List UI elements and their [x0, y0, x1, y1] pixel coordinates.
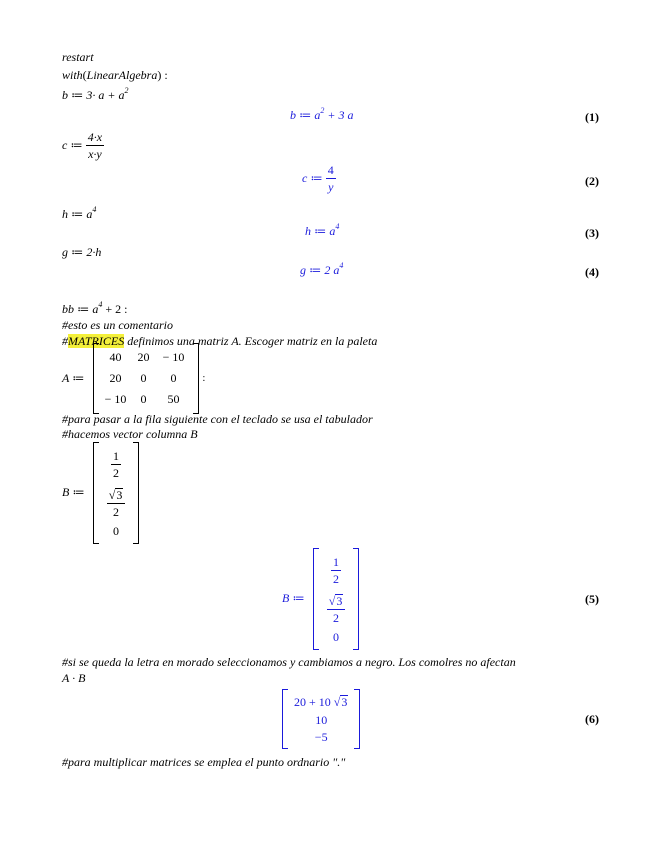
AB-output-matrix: [282, 689, 360, 749]
c-input-lhs: c: [62, 138, 68, 152]
restart-command[interactable]: restart: [62, 50, 94, 64]
h-input[interactable]: h ≔ $a^4$: [62, 205, 97, 221]
c-output-fraction: [326, 163, 336, 194]
vector-B-output-lhs: B ≔: [282, 591, 305, 605]
matrix-A-grid: [99, 343, 193, 414]
equation-label-3: (3): [585, 226, 599, 240]
h-input-lhs: h: [62, 207, 68, 221]
equation-label-4: (4): [585, 265, 599, 279]
matrix-A-input[interactable]: [62, 350, 205, 406]
matrix-A-lhs: A ≔: [62, 370, 85, 385]
matrix-cell: 0: [140, 391, 147, 406]
with-command[interactable]: with(LinearAlgebra) :: [62, 68, 168, 82]
c-input[interactable]: c ≔ $\frac{4\cdot x}{x\cdot y}$: [62, 130, 103, 161]
comment-tab[interactable]: #para pasar a la fila siguiente con el teclado se usa el tabulador: [62, 412, 373, 426]
vector-B-output-matrix: [313, 548, 360, 650]
matrix-cell: 20: [109, 370, 122, 385]
AB-entry-3: −5: [314, 730, 328, 744]
b-output: [290, 108, 354, 123]
comment-vector[interactable]: #hacemos vector columna B: [62, 427, 198, 441]
sqrt-symbol: √ 3: [328, 594, 343, 608]
bb-input-rhs: + 2 :: [102, 302, 128, 316]
matrix-cell: − 10: [104, 391, 127, 406]
g-output-lhs: g ≔ 2 a: [300, 263, 340, 277]
c-input-fraction: [86, 130, 104, 161]
g-output: [300, 263, 343, 278]
AB-entry-2: 10: [315, 713, 328, 727]
matrix-A: [93, 343, 199, 414]
h-input-base: a: [86, 207, 93, 221]
vector-B-input[interactable]: [62, 442, 139, 543]
vector-entry-numerator: 1: [333, 555, 340, 569]
equation-label-2: (2): [585, 174, 599, 188]
c-input-numerator: 4·x: [87, 130, 103, 144]
matrix-cell: 0: [170, 370, 177, 385]
g-input[interactable]: g ≔ 2·h: [62, 245, 102, 259]
highlighted-word: MATRICES: [68, 334, 125, 348]
AB-output-column: [288, 689, 354, 749]
vector-entry-numerator: 1: [113, 449, 120, 463]
with-terminator: :: [164, 68, 168, 82]
vector-B: [93, 442, 140, 544]
b-input-lhs: b: [62, 88, 68, 102]
vector-entry: 0: [333, 630, 340, 644]
comment-rest: definimos una matriz A. Escoger matriz en la paleta: [124, 334, 378, 348]
right-bracket: [354, 689, 360, 749]
sqrt-radicand: 3: [336, 594, 343, 608]
matrix-cell: 0: [140, 370, 147, 385]
c-output-numerator: 4: [327, 163, 334, 177]
vector-B-output: [282, 548, 359, 649]
sqrt-symbol: √ 3: [333, 695, 348, 709]
h-output-lhs: h ≔ a: [305, 224, 336, 238]
h-input-exp: 4: [92, 205, 97, 214]
c-output-denominator: y: [328, 180, 334, 194]
b-output-lhs: b ≔ a: [290, 108, 321, 122]
matrix-A-terminator: :: [202, 372, 206, 384]
b-input-rhs: 3· a + a: [86, 88, 125, 102]
equation-label-6: (6): [585, 712, 599, 726]
c-output-lhs: c ≔: [302, 171, 323, 185]
right-bracket: [193, 343, 199, 414]
equation-label-5: (5): [585, 592, 599, 606]
h-output: [305, 224, 339, 239]
vector-entry-denominator: 2: [333, 611, 340, 625]
c-output: [302, 163, 336, 194]
vector-B-lhs: B ≔: [62, 485, 85, 499]
AB-entry-1-prefix: 20 + 10: [294, 694, 331, 709]
right-bracket: [133, 442, 139, 544]
with-fn: with: [62, 68, 83, 82]
b-output-rhs: + 3 a: [324, 108, 354, 122]
comment-colors[interactable]: #si se queda la letra en morado seleccionamos y cambiamos a negro. Los comolres no afectan: [62, 655, 516, 669]
sqrt-symbol: √ 3: [108, 488, 123, 502]
vector-entry: 0: [113, 524, 120, 538]
with-arg: LinearAlgebra: [86, 68, 158, 82]
right-bracket: [353, 548, 359, 650]
b-input[interactable]: b ≔ $3\cdot a + a^2$: [62, 86, 129, 102]
comment-line[interactable]: #esto es un comentario: [62, 318, 173, 332]
g-output-exp: 4: [339, 261, 344, 270]
b-output-exp: 2: [320, 106, 325, 115]
comment-multiply[interactable]: #para multiplicar matrices se emplea el punto ordnario ".": [62, 755, 346, 769]
bb-input[interactable]: [62, 302, 128, 317]
matrix-cell: 20: [137, 349, 150, 364]
vector-entry-denominator: 2: [333, 572, 340, 586]
matrix-cell: − 10: [162, 349, 185, 364]
vector-B-column: [99, 442, 134, 544]
matrix-cell: 50: [167, 391, 180, 406]
comment-hash: #: [62, 334, 68, 348]
equation-label-1: (1): [585, 110, 599, 124]
AB-output: [282, 688, 360, 750]
c-input-denominator: x·y: [88, 147, 102, 161]
sqrt-radicand: 3: [116, 488, 123, 502]
bb-input-lhs: bb ≔ a: [62, 302, 99, 316]
h-output-exp: 4: [335, 222, 340, 231]
AB-input[interactable]: A · B: [62, 671, 86, 685]
sqrt-radicand: 3: [341, 695, 348, 709]
vector-entry-denominator: 2: [113, 466, 120, 480]
matrix-cell: 40: [109, 349, 122, 364]
vector-B-output-column: [319, 548, 354, 650]
vector-entry-denominator: 2: [113, 505, 120, 519]
bb-input-exp: 4: [98, 300, 103, 309]
b-input-exp: 2: [124, 86, 129, 95]
